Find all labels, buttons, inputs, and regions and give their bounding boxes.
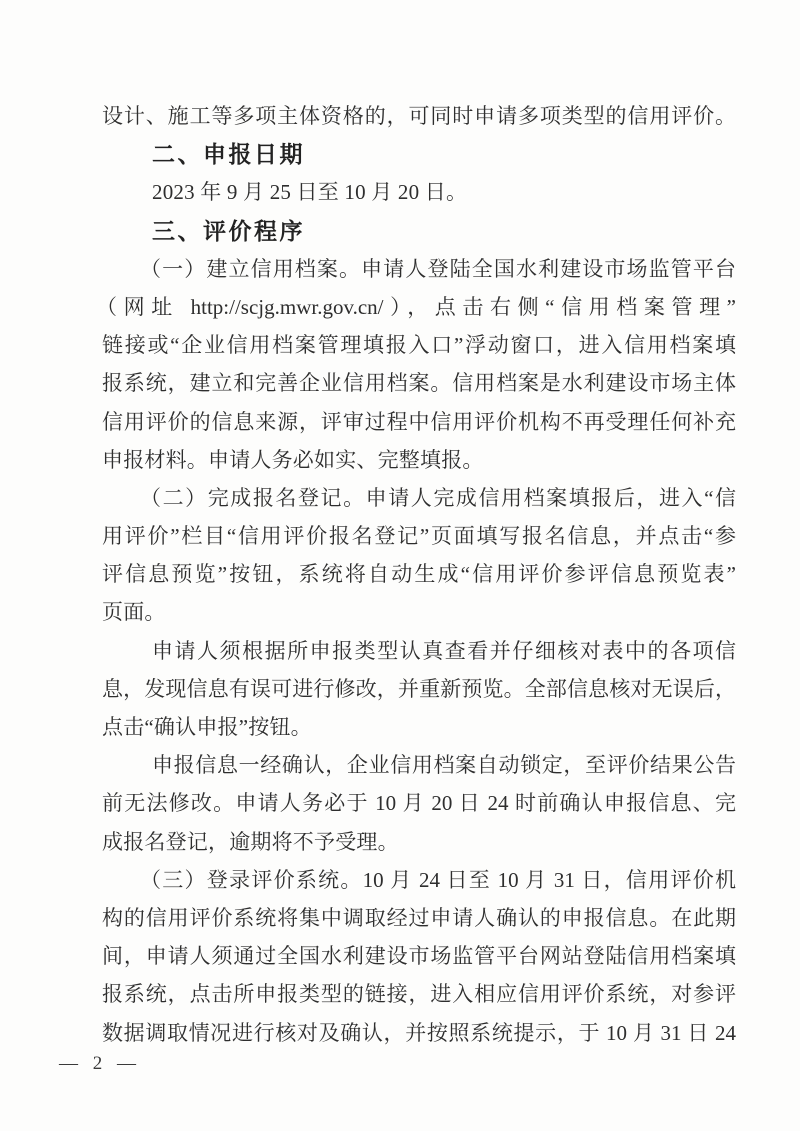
text-line: 申报材料。申请人务必如实、完整填报。	[102, 447, 484, 472]
text-line: 息，发现信息有误可进行修改，并重新预览。全部信息核对无误后，	[102, 676, 736, 701]
text-line: 设计、施工等多项主体资格的，可同时申请多项类型的信用评价。	[102, 104, 736, 128]
text-line: 点击“确认申报”按钮。	[102, 715, 312, 739]
text-line: 2023 年 9 月 25 日至 10 月 20 日。	[152, 180, 468, 205]
text-line: 报系统，建立和完善企业信用档案。信用档案是水利建设市场主体	[102, 371, 736, 396]
text-line: 构的信用评价系统将集中调取经过申请人确认的申报信息。在此期	[102, 905, 736, 930]
section-heading: 三、评价程序	[152, 217, 305, 244]
text-line: （三）登录评价系统。10 月 24 日至 10 月 31 日，信用评价机	[140, 867, 736, 892]
text-line: 报系统，点击所申报类型的链接，进入相应信用评价系统，对参评	[102, 982, 736, 1007]
text-line: 数据调取情况进行核对及确认，并按照系统提示，于 10 月 31 日 24	[102, 1020, 736, 1045]
text-line: （网址 http://scjg.mwr.gov.cn/），点击右侧“信用档案管理”	[96, 294, 736, 319]
text-line: 信用评价的信息来源，评审过程中信用评价机构不再受理任何补充	[102, 409, 736, 434]
text-line: 申报信息一经确认，企业信用档案自动锁定，至评价结果公告	[152, 753, 736, 778]
text-line: 间，申请人须通过全国水利建设市场监管平台网站登陆信用档案填	[102, 944, 736, 969]
document-body	[96, 97, 736, 1052]
text-line: 前无法修改。申请人务必于 10 月 20 日 24 时前确认申报信息、完	[102, 791, 736, 816]
text-line: 页面。	[102, 600, 166, 625]
text-line: 成报名登记，逾期将不予受理。	[102, 829, 399, 854]
text-line: 链接或“企业信用档案管理填报入口”浮动窗口，进入信用档案填	[102, 333, 736, 358]
text-line: （二）完成报名登记。申请人完成信用档案填报后，进入“信	[140, 485, 736, 510]
text-line: 用评价”栏目“信用评价报名登记”页面填写报名信息，并点击“参	[102, 524, 736, 549]
text-line: 申请人须根据所申报类型认真查看并仔细核对表中的各项信	[152, 638, 736, 663]
text-line: 评信息预览”按钮，系统将自动生成“信用评价参评信息预览表”	[102, 562, 736, 587]
page-number: — 2 —	[59, 1053, 137, 1074]
text-line: （一）建立信用档案。申请人登陆全国水利建设市场监管平台	[140, 256, 736, 281]
section-heading: 二、申报日期	[152, 141, 305, 168]
